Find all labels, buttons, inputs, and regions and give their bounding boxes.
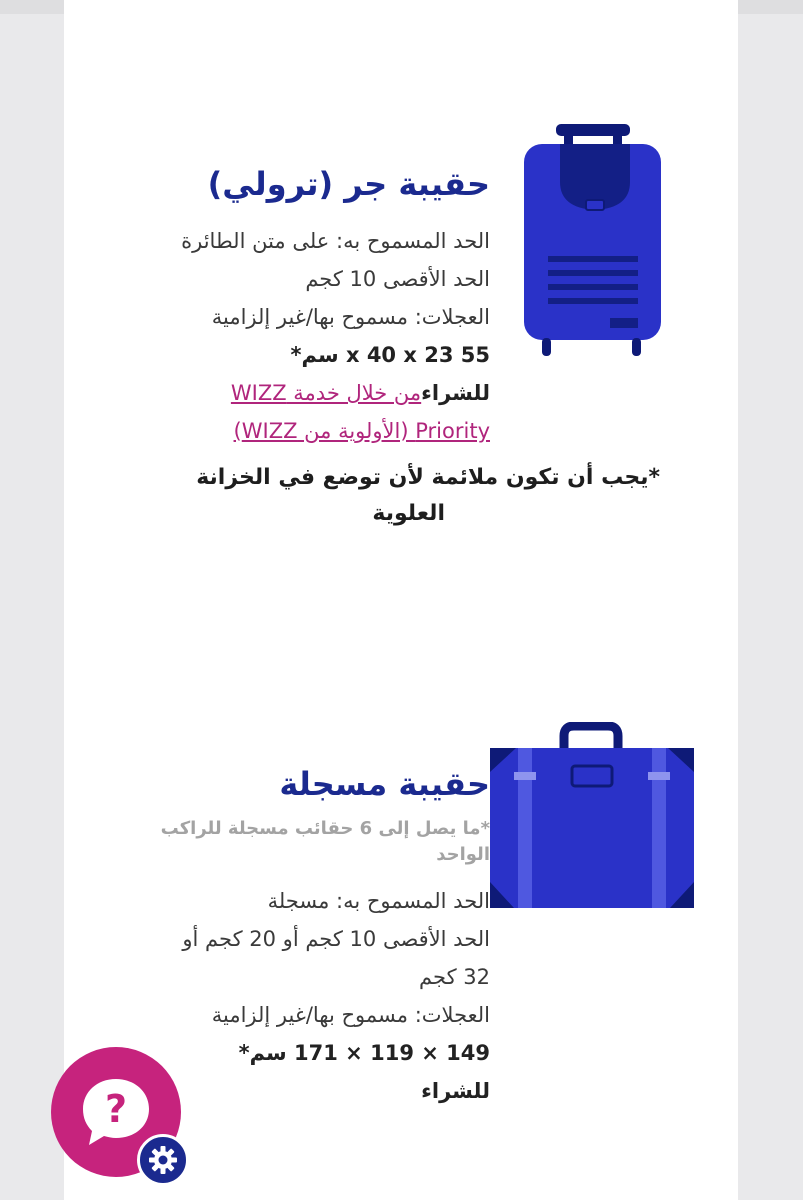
- checked-note-line-2: الواحد: [436, 844, 490, 865]
- trolley-size: 55 x 40 x 23 سم*: [290, 343, 490, 367]
- trolley-suitcase-icon: [520, 120, 665, 360]
- checked-suitcase-icon: [486, 722, 698, 912]
- checked-max-weight-1: الحد الأقصى 10 كجم أو 20 كجم أو: [182, 927, 490, 951]
- trolley-purchase-row: [120, 374, 490, 412]
- checked-section: [110, 764, 490, 1110]
- trolley-purchase-label: للشراء: [421, 381, 490, 405]
- settings-button[interactable]: [137, 1134, 189, 1186]
- checked-note-line-1: *ما يصل إلى 6 حقائب مسجلة للراكب: [160, 818, 490, 839]
- trolley-title: حقيبة جر (ترولي): [207, 165, 490, 203]
- checked-allowed: الحد المسموح به: مسجلة: [267, 889, 490, 913]
- checked-title: حقيبة مسجلة: [279, 765, 490, 803]
- checked-size: 149 × 119 × 171 سم*: [238, 1041, 490, 1065]
- trolley-section: [120, 164, 490, 450]
- help-glyph: ?: [104, 1087, 128, 1131]
- wizz-priority-link-cont[interactable]: Priority (الأولوية من WIZZ): [233, 419, 490, 443]
- trolley-allowed: الحد المسموح به: على متن الطائرة: [181, 229, 490, 253]
- trolley-purchase-link-row: [120, 412, 490, 450]
- trolley-wheels: العجلات: مسموح بها/غير إلزامية: [211, 305, 490, 329]
- trolley-note-line-2: العلوية: [372, 501, 445, 526]
- checked-purchase-label: للشراء: [421, 1079, 490, 1103]
- checked-max-weight-2: 32 كجم: [419, 965, 490, 989]
- question-chat-icon: [79, 1075, 153, 1147]
- checked-wheels: العجلات: مسموح بها/غير إلزامية: [211, 1003, 490, 1027]
- gear-icon: [148, 1145, 178, 1175]
- wizz-priority-link[interactable]: من خلال خدمة WIZZ: [230, 381, 422, 405]
- trolley-note-line-1: *يجب أن تكون ملائمة لأن توضع في الخزانة: [196, 465, 660, 490]
- trolley-note: [120, 460, 660, 532]
- trolley-max-weight: الحد الأقصى 10 كجم: [305, 267, 490, 291]
